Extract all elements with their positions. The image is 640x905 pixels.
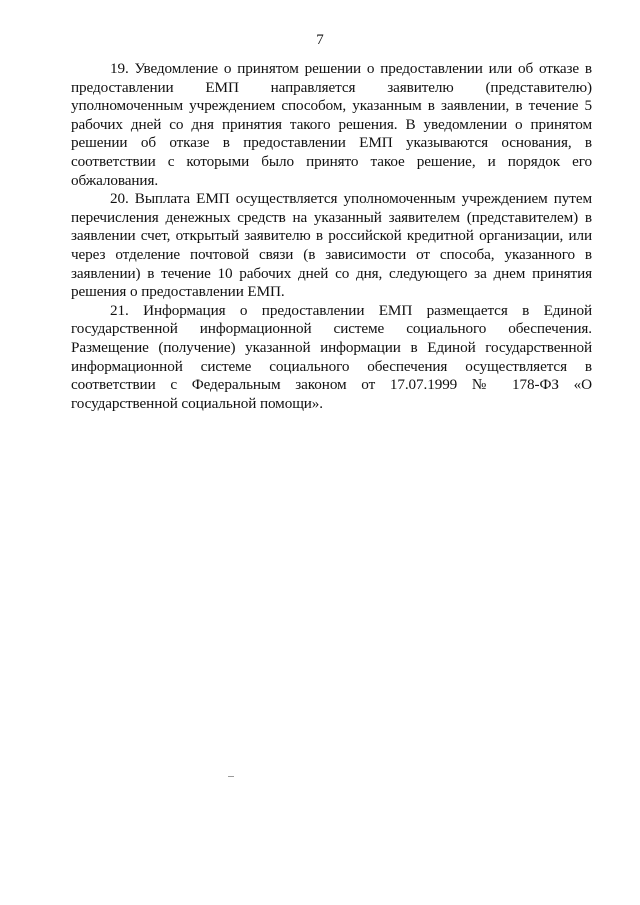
page-number: 7 — [316, 32, 324, 48]
paragraph-20: 20. Выплата ЕМП осуществляется уполномоченным учреждением путем перечисления денежных средств на указанный заявителем (представителем) в заявлении счет, открытый заявителю в российской кредитной организации, или через отделение почтовой связи (в зависимости от способа, указанного в заявлении) в течение 10 рабочих дней со дня, следующего за днем принятия решения о предоставлении ЕМП. — [71, 190, 592, 301]
scan-artifact-mark — [228, 776, 234, 777]
paragraph-19: 19. Уведомление о принятом решении о предоставлении или об отказе в предоставлении ЕМП направляется заявителю (представителю) уполномоченным учреждением способом, указанным в заявлении, в течение 5 рабочих дней со дня принятия такого решения. В уведомлении о принятом решении об отказе в предоставлении ЕМП указываются основания, в соответствии с которыми было принято такое решение, и порядок его обжалования. — [71, 60, 592, 189]
paragraph-21: 21. Информация о предоставлении ЕМП размещается в Единой государственной информационной системе социального обеспечения. Размещение (получение) указанной информации в Единой государственной информационной системе социального обеспечения осуществляется в соответствии с Федеральным законом от 17.07.1999 № 178-ФЗ «О государственной социальной помощи». — [71, 301, 592, 412]
document-body — [71, 60, 592, 413]
